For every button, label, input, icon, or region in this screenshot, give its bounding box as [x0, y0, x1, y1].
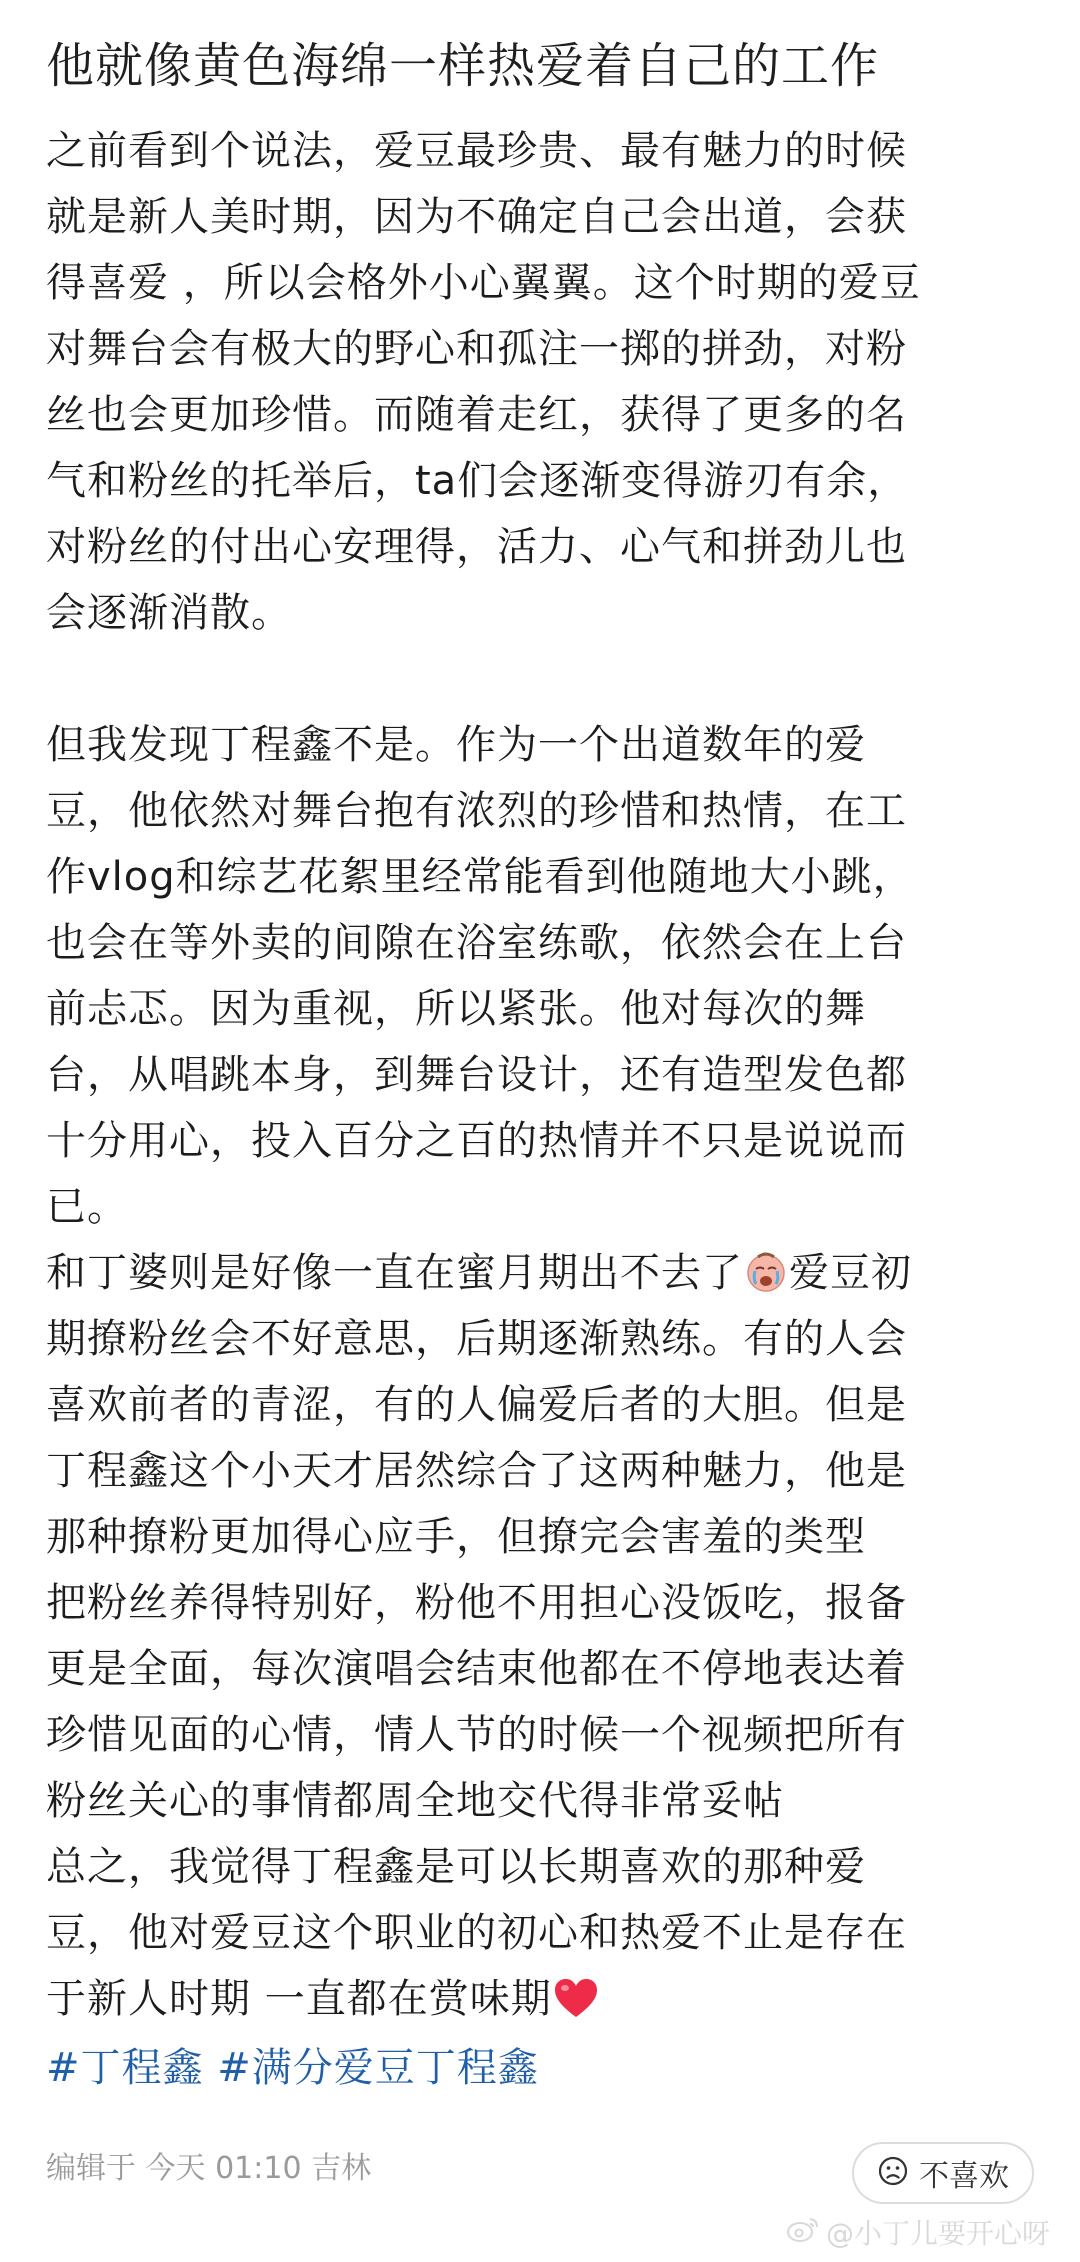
post-line: 对粉丝的付出心安理得，活力、心气和拼劲儿也 [46, 524, 907, 570]
post-line-text: 和丁婆则是好像一直在蜜月期出不去了 [46, 1250, 743, 1296]
post-line: 但我发现丁程鑫不是。作为一个出道数年的爱 [46, 722, 866, 768]
crying-face-icon [744, 1248, 788, 1314]
post-line-with-emoji [46, 1966, 1046, 2032]
red-heart-icon [553, 1974, 599, 2040]
dislike-label: 不喜欢 [919, 2159, 1009, 2194]
post-line: 之前看到个说法，爱豆最珍贵、最有魅力的时候 [46, 128, 907, 174]
post-line: 更是全面，每次演唱会结束他都在不停地表达着 [46, 1646, 907, 1692]
dislike-button[interactable] [852, 2142, 1034, 2204]
post-line: 珍惜见面的心情，情人节的时候一个视频把所有 [46, 1712, 907, 1758]
post-line: 也会在等外卖的间隙在浴室练歌，依然会在上台 [46, 920, 907, 966]
hashtag-link[interactable]: #满分爱豆丁程鑫 [217, 2045, 539, 2091]
post-line: 已。 [46, 1184, 128, 1230]
post-line: 会逐渐消散。 [46, 590, 292, 636]
post-line: 把粉丝养得特别好，粉他不用担心没饭吃，报备 [46, 1580, 907, 1626]
post-line: 粉丝关心的事情都周全地交代得非常妥帖 [46, 1778, 784, 1824]
watermark [786, 2212, 1050, 2252]
edit-meta: 编辑于 今天 01:10 吉林 [46, 2151, 372, 2186]
post-line: 台，从唱跳本身，到舞台设计，还有造型发色都 [46, 1052, 907, 1098]
post-line: 气和粉丝的托举后，ta们会逐渐变得游刃有余， [46, 458, 909, 504]
post-line: 就是新人美时期，因为不确定自己会出道，会获 [46, 194, 907, 240]
post-line: 作vlog和综艺花絮里经常能看到他随地大小跳， [46, 854, 914, 900]
weibo-logo-icon [786, 2215, 820, 2250]
post-title: 他就像黄色海绵一样热爱着自己的工作 [46, 38, 880, 94]
post-line: 得喜爱 ，所以会格外小心翼翼。这个时期的爱豆 [46, 260, 921, 306]
post-line: 期撩粉丝会不好意思，后期逐渐熟练。有的人会 [46, 1316, 907, 1362]
watermark-text: @小丁儿要开心呀 [825, 2217, 1050, 2250]
post-line-text: 于新人时期 一直都在赏味期 [46, 1976, 552, 2022]
post-line: 总之，我觉得丁程鑫是可以长期喜欢的那种爱 [46, 1844, 866, 1890]
post-body [46, 118, 1046, 2032]
hashtag-row [46, 2035, 539, 2101]
post-line: 前忐忑。因为重视，所以紧张。他对每次的舞 [46, 986, 866, 1032]
post-line: 丝也会更加珍惜。而随着走红，获得了更多的名 [46, 392, 907, 438]
post-line: 那种撩粉更加得心应手，但撩完会害羞的类型 [46, 1514, 866, 1560]
post-line: 喜欢前者的青涩，有的人偏爱后者的大胆。但是 [46, 1382, 907, 1428]
post-line: 对舞台会有极大的野心和孤注一掷的拼劲，对粉 [46, 326, 907, 372]
post-line: 丁程鑫这个小天才居然综合了这两种魅力，他是 [46, 1448, 907, 1494]
post-line: 豆，他依然对舞台抱有浓烈的珍惜和热情，在工 [46, 788, 907, 834]
post-line: 豆，他对爱豆这个职业的初心和热爱不止是存在 [46, 1910, 907, 1956]
post-line-with-emoji [46, 1240, 1046, 1306]
post-line: 十分用心，投入百分之百的热情并不只是说说而 [46, 1118, 907, 1164]
post-line-text: 爱豆初 [789, 1250, 912, 1296]
paragraph-spacer [46, 646, 1046, 712]
hashtag-link[interactable]: #丁程鑫 [46, 2045, 204, 2091]
sad-face-icon [877, 2155, 909, 2191]
